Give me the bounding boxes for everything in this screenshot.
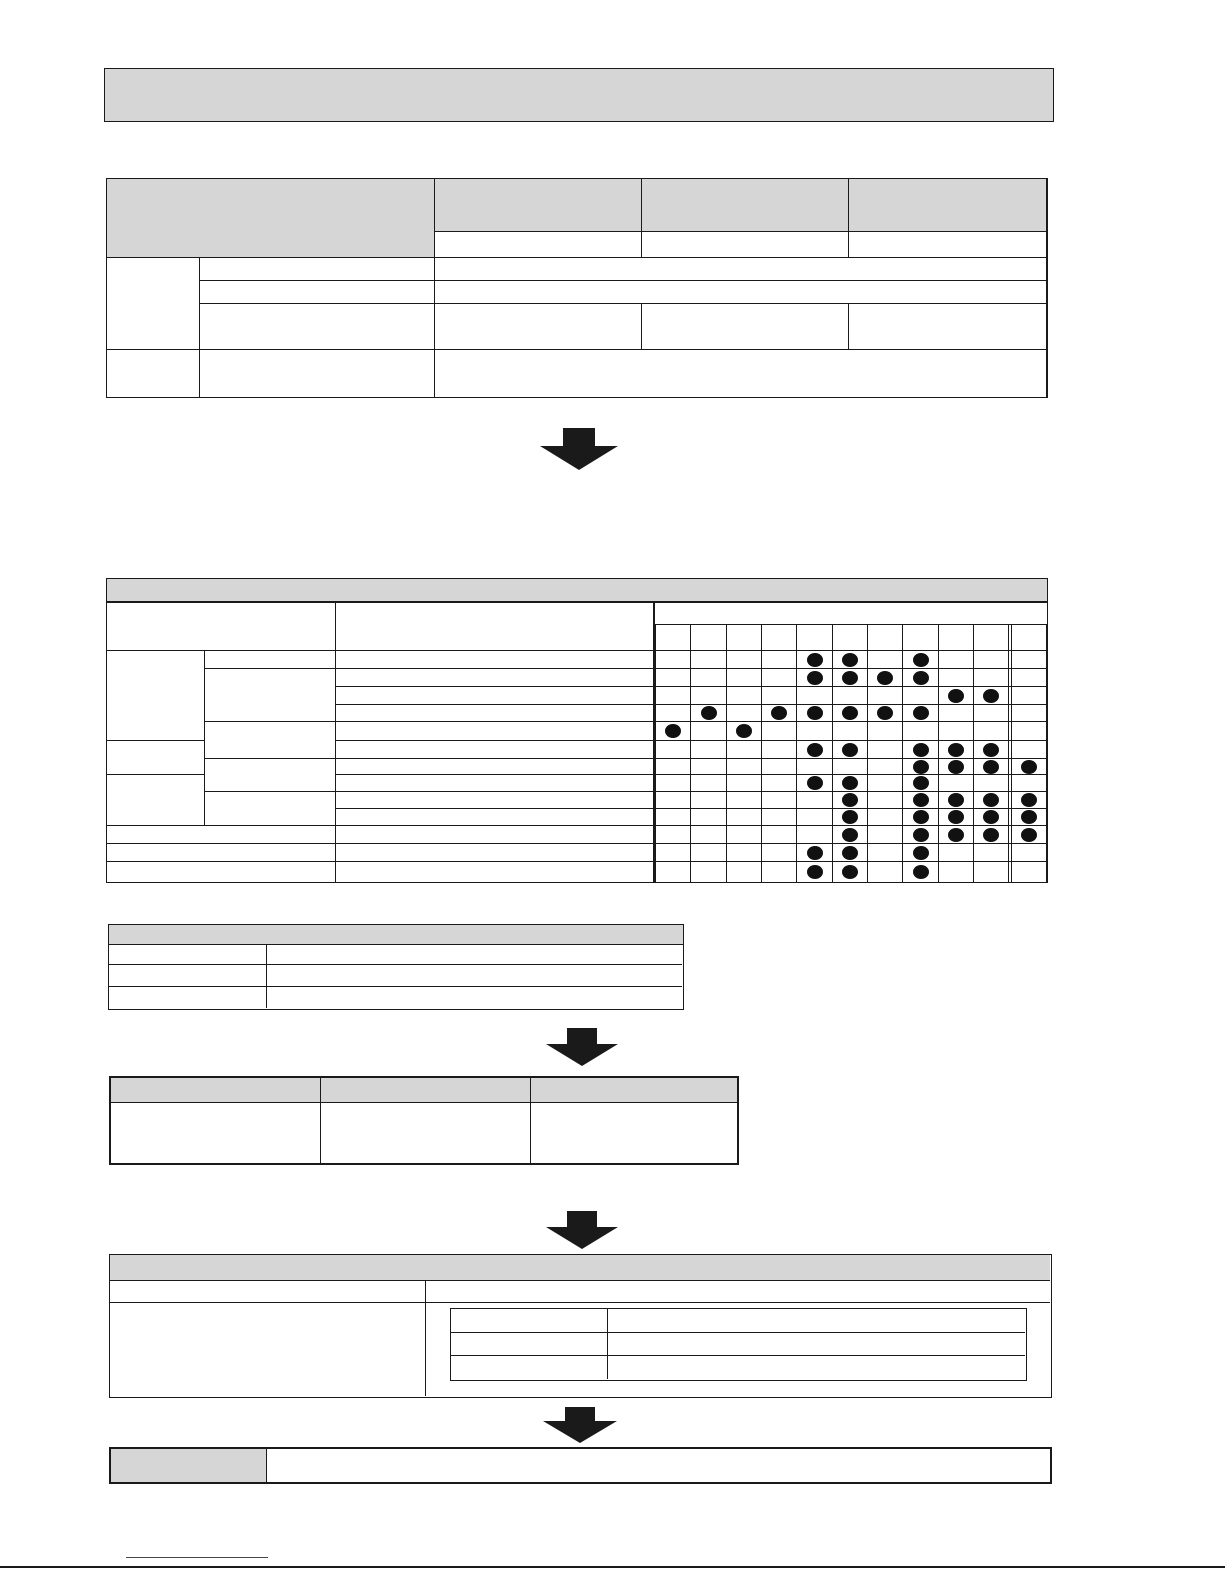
filled-circle-icon xyxy=(842,846,858,860)
matrix-cell xyxy=(868,722,903,741)
matrix-cell xyxy=(656,759,691,775)
matrix-cell xyxy=(797,705,832,722)
result-table xyxy=(109,1076,739,1165)
final-result-label-cell xyxy=(111,1449,266,1482)
matrix-table xyxy=(106,602,1048,883)
matrix-cell xyxy=(974,862,1009,883)
matrix-cell xyxy=(691,722,726,741)
filled-circle-icon xyxy=(913,810,929,824)
spec-table-header-label xyxy=(107,179,434,257)
down-arrow-icon xyxy=(543,1407,617,1443)
matrix-cell xyxy=(1011,669,1046,687)
matrix-cell xyxy=(726,687,761,705)
matrix-cell xyxy=(726,705,761,722)
matrix-row xyxy=(656,722,1047,741)
filled-circle-icon xyxy=(913,760,929,774)
matrix-cell xyxy=(938,844,973,862)
matrix-cell xyxy=(726,775,761,792)
matrix-cell xyxy=(974,826,1009,844)
matrix-cell xyxy=(1011,651,1046,669)
filled-circle-icon xyxy=(807,743,823,757)
matrix-cell xyxy=(903,759,938,775)
matrix-column-header xyxy=(868,625,903,651)
matrix-cell xyxy=(832,705,867,722)
matrix-cell xyxy=(656,792,691,809)
matrix-cell xyxy=(1011,844,1046,862)
matrix-cell xyxy=(974,759,1009,775)
matrix-cell xyxy=(974,687,1009,705)
matrix-cell xyxy=(762,651,797,669)
matrix-cell xyxy=(903,826,938,844)
matrix-column-header xyxy=(832,625,867,651)
filled-circle-icon xyxy=(948,793,964,807)
matrix-cell xyxy=(691,741,726,759)
matrix-cell xyxy=(1011,862,1046,883)
matrix-cell xyxy=(797,844,832,862)
matrix-cell xyxy=(974,669,1009,687)
spec-table-header-model-3 xyxy=(848,179,1046,231)
matrix-column-header xyxy=(1011,625,1046,651)
filled-circle-icon xyxy=(948,760,964,774)
matrix-cell xyxy=(974,792,1009,809)
matrix-cell xyxy=(691,792,726,809)
matrix-cell xyxy=(691,651,726,669)
matrix-cell xyxy=(974,775,1009,792)
matrix-cell xyxy=(868,826,903,844)
matrix-cell xyxy=(868,775,903,792)
matrix-cell xyxy=(691,809,726,826)
matrix-cell xyxy=(938,741,973,759)
matrix-cell xyxy=(938,775,973,792)
filled-circle-icon xyxy=(842,865,858,879)
matrix-column-header xyxy=(762,625,797,651)
matrix-column-header xyxy=(691,625,726,651)
matrix-row xyxy=(656,759,1047,775)
matrix-column-header xyxy=(903,625,938,651)
matrix-cell xyxy=(691,705,726,722)
matrix-row xyxy=(656,705,1047,722)
footer-link[interactable] xyxy=(126,1557,268,1558)
filled-circle-icon xyxy=(771,706,787,720)
matrix-cell xyxy=(656,862,691,883)
matrix-cell xyxy=(903,687,938,705)
matrix-cell xyxy=(868,844,903,862)
matrix-cell xyxy=(726,844,761,862)
matrix-cell xyxy=(832,759,867,775)
matrix-row xyxy=(656,741,1047,759)
matrix-row xyxy=(656,862,1047,883)
matrix-cell xyxy=(691,687,726,705)
filled-circle-icon xyxy=(807,846,823,860)
matrix-cell xyxy=(868,862,903,883)
matrix-column-header xyxy=(656,625,691,651)
legend-table xyxy=(108,944,684,1010)
matrix-cell xyxy=(1011,741,1046,759)
filled-circle-icon xyxy=(913,743,929,757)
matrix-cell xyxy=(1011,775,1046,792)
down-arrow-icon xyxy=(546,1211,618,1249)
matrix-cell xyxy=(762,759,797,775)
matrix-cell xyxy=(868,651,903,669)
matrix-cell xyxy=(974,651,1009,669)
matrix-cell xyxy=(868,741,903,759)
matrix-row xyxy=(656,687,1047,705)
filled-circle-icon xyxy=(983,743,999,757)
filled-circle-icon xyxy=(842,828,858,842)
matrix-row xyxy=(656,792,1047,809)
filled-circle-icon xyxy=(877,706,893,720)
matrix-cell xyxy=(938,687,973,705)
filled-circle-icon xyxy=(877,671,893,685)
matrix-cell xyxy=(974,809,1009,826)
matrix-cell xyxy=(938,809,973,826)
matrix-cell xyxy=(1011,792,1046,809)
filled-circle-icon xyxy=(1021,760,1037,774)
matrix-column-header xyxy=(938,625,973,651)
filled-circle-icon xyxy=(983,760,999,774)
filled-circle-icon xyxy=(807,653,823,667)
filled-circle-icon xyxy=(736,724,752,738)
matrix-cell xyxy=(691,844,726,862)
procedure-subtable xyxy=(450,1308,1027,1381)
matrix-cell xyxy=(1011,722,1046,741)
matrix-cell xyxy=(974,741,1009,759)
legend-title-bar xyxy=(108,924,684,945)
matrix-cell xyxy=(974,844,1009,862)
matrix-cell xyxy=(762,862,797,883)
matrix-row xyxy=(656,651,1047,669)
matrix-cell xyxy=(797,792,832,809)
matrix-row xyxy=(656,809,1047,826)
filled-circle-icon xyxy=(983,793,999,807)
matrix-cell xyxy=(762,669,797,687)
matrix-cell xyxy=(691,759,726,775)
filled-circle-icon xyxy=(913,865,929,879)
matrix-cell xyxy=(762,741,797,759)
matrix-cell xyxy=(797,759,832,775)
matrix-row xyxy=(656,844,1047,862)
filled-circle-icon xyxy=(807,706,823,720)
section-title-bar xyxy=(104,68,1054,122)
matrix-cell xyxy=(797,669,832,687)
matrix-cell xyxy=(832,687,867,705)
matrix-cell xyxy=(1011,759,1046,775)
matrix-cell xyxy=(797,862,832,883)
matrix-cell xyxy=(797,775,832,792)
matrix-cell xyxy=(656,669,691,687)
matrix-cell xyxy=(938,705,973,722)
matrix-column-header xyxy=(797,625,832,651)
filled-circle-icon xyxy=(948,828,964,842)
filled-circle-icon xyxy=(913,776,929,790)
filled-circle-icon xyxy=(842,776,858,790)
matrix-cell xyxy=(832,669,867,687)
matrix-cell xyxy=(832,651,867,669)
filled-circle-icon xyxy=(913,706,929,720)
matrix-cell xyxy=(868,809,903,826)
matrix-cell xyxy=(726,826,761,844)
matrix-cell xyxy=(868,705,903,722)
matrix-cell xyxy=(832,826,867,844)
matrix-cell xyxy=(691,775,726,792)
matrix-cell xyxy=(938,759,973,775)
filled-circle-icon xyxy=(1021,828,1037,842)
matrix-cell xyxy=(656,844,691,862)
procedure-table xyxy=(109,1254,1052,1398)
matrix-cell xyxy=(903,669,938,687)
matrix-cell xyxy=(797,651,832,669)
spec-table-header-model-2 xyxy=(641,179,848,231)
matrix-cell xyxy=(974,722,1009,741)
matrix-cell xyxy=(656,722,691,741)
matrix-cell xyxy=(656,741,691,759)
matrix-cell xyxy=(726,722,761,741)
matrix-cell xyxy=(832,775,867,792)
matrix-cell xyxy=(938,792,973,809)
matrix-cell xyxy=(762,687,797,705)
filled-circle-icon xyxy=(807,776,823,790)
matrix-cell xyxy=(797,826,832,844)
matrix-cell xyxy=(726,809,761,826)
matrix-column-header xyxy=(974,625,1009,651)
matrix-cell xyxy=(762,705,797,722)
filled-circle-icon xyxy=(842,810,858,824)
matrix-cell xyxy=(868,669,903,687)
matrix-cell xyxy=(938,651,973,669)
filled-circle-icon xyxy=(913,846,929,860)
matrix-cell xyxy=(868,687,903,705)
matrix-cell xyxy=(974,705,1009,722)
matrix-cell xyxy=(903,722,938,741)
filled-circle-icon xyxy=(1021,793,1037,807)
matrix-cell xyxy=(903,809,938,826)
matrix-cell xyxy=(1011,705,1046,722)
matrix-cell xyxy=(938,722,973,741)
matrix-cell xyxy=(691,862,726,883)
matrix-cell xyxy=(656,651,691,669)
matrix-cell xyxy=(797,741,832,759)
filled-circle-icon xyxy=(913,653,929,667)
matrix-cell xyxy=(656,809,691,826)
matrix-cell xyxy=(903,651,938,669)
matrix-cell xyxy=(726,651,761,669)
matrix-row xyxy=(656,669,1047,687)
matrix-cell xyxy=(797,687,832,705)
matrix-cell xyxy=(903,775,938,792)
filled-circle-icon xyxy=(842,743,858,757)
matrix-cell xyxy=(691,669,726,687)
filled-circle-icon xyxy=(913,671,929,685)
filled-circle-icon xyxy=(807,865,823,879)
matrix-cell xyxy=(762,844,797,862)
matrix-cell xyxy=(832,862,867,883)
matrix-cell xyxy=(868,792,903,809)
matrix-cell xyxy=(656,826,691,844)
matrix-cell xyxy=(726,669,761,687)
matrix-cell xyxy=(762,722,797,741)
matrix-title-bar xyxy=(106,578,1048,602)
matrix-cell xyxy=(726,792,761,809)
matrix-cell xyxy=(938,826,973,844)
matrix-cell xyxy=(691,826,726,844)
filled-circle-icon xyxy=(983,810,999,824)
matrix-cell xyxy=(868,759,903,775)
filled-circle-icon xyxy=(948,810,964,824)
spec-table xyxy=(106,178,1048,398)
filled-circle-icon xyxy=(665,724,681,738)
filled-circle-icon xyxy=(983,828,999,842)
matrix-cell xyxy=(1011,826,1046,844)
filled-circle-icon xyxy=(948,743,964,757)
matrix-cell xyxy=(797,809,832,826)
matrix-column-header xyxy=(726,625,761,651)
final-result-box xyxy=(109,1447,1052,1484)
filled-circle-icon xyxy=(842,671,858,685)
matrix-header-row xyxy=(656,625,1047,651)
matrix-cell xyxy=(726,759,761,775)
filled-circle-icon xyxy=(842,653,858,667)
matrix-cell xyxy=(1011,809,1046,826)
filled-circle-icon xyxy=(948,689,964,703)
matrix-cell xyxy=(797,722,832,741)
matrix-cell xyxy=(1011,687,1046,705)
matrix-cell xyxy=(903,862,938,883)
matrix-cell xyxy=(832,722,867,741)
filled-circle-icon xyxy=(913,828,929,842)
matrix-cell xyxy=(726,862,761,883)
matrix-row xyxy=(656,826,1047,844)
matrix-cell xyxy=(762,826,797,844)
filled-circle-icon xyxy=(701,706,717,720)
matrix-cell xyxy=(656,687,691,705)
matrix-cell xyxy=(903,792,938,809)
filled-circle-icon xyxy=(1021,810,1037,824)
filled-circle-icon xyxy=(807,671,823,685)
filled-circle-icon xyxy=(913,793,929,807)
down-arrow-icon xyxy=(546,1028,618,1066)
filled-circle-icon xyxy=(842,793,858,807)
down-arrow-icon xyxy=(540,428,618,470)
matrix-cell xyxy=(656,775,691,792)
matrix-cell xyxy=(832,792,867,809)
matrix-cell xyxy=(656,705,691,722)
matrix-cell xyxy=(903,705,938,722)
filled-circle-icon xyxy=(983,689,999,703)
matrix-cell xyxy=(903,741,938,759)
matrix-cell xyxy=(903,844,938,862)
matrix-dot-grid xyxy=(655,624,1047,883)
matrix-cell xyxy=(832,809,867,826)
matrix-cell xyxy=(726,741,761,759)
filled-circle-icon xyxy=(842,706,858,720)
matrix-cell xyxy=(762,809,797,826)
bottom-rule xyxy=(0,1566,1225,1568)
matrix-cell xyxy=(938,669,973,687)
matrix-cell xyxy=(832,741,867,759)
matrix-cell xyxy=(762,775,797,792)
matrix-row xyxy=(656,775,1047,792)
spec-table-header-model-1 xyxy=(434,179,641,231)
matrix-cell xyxy=(762,792,797,809)
matrix-cell xyxy=(938,862,973,883)
matrix-cell xyxy=(832,844,867,862)
